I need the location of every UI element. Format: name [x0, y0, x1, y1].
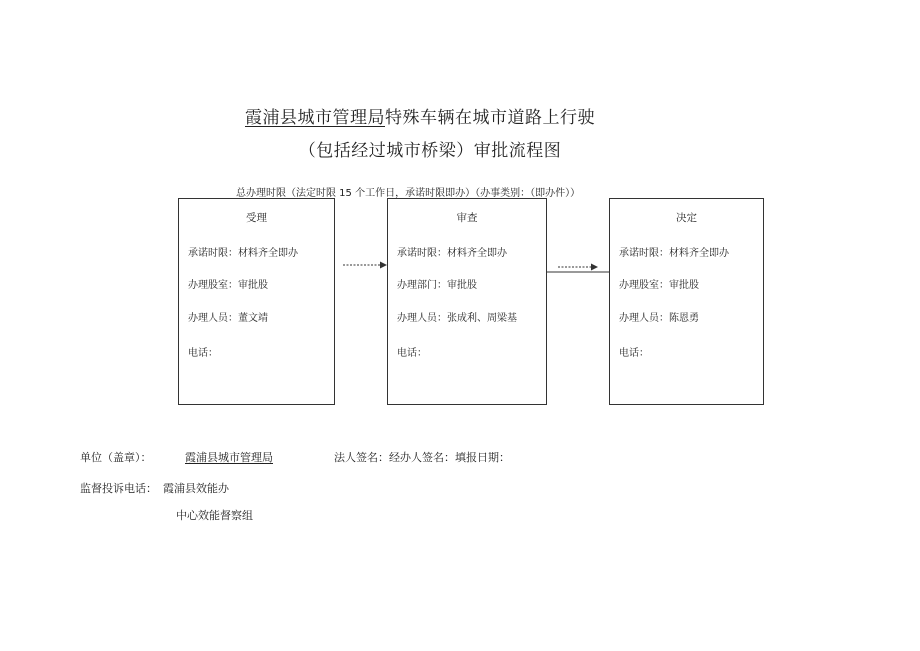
step-promise: 承诺时限：材料齐全即办: [397, 248, 507, 259]
unit-label: 单位（盖章）：: [80, 451, 152, 464]
supervision-value-2: 中心效能督察组: [176, 509, 253, 522]
supervision-label: 监督投诉电话：: [80, 482, 157, 495]
step-title: 决定: [676, 212, 697, 224]
step-dept: 办理股室：审批股: [619, 280, 699, 291]
unit-value: 霞浦县城市管理局: [185, 451, 273, 464]
diagram-title-line2: （包括经过城市桥梁）审批流程图: [298, 141, 562, 161]
diagram-title-line1: [0, 103, 840, 128]
signature-fields: 法人签名：经办人签名：填报日期：: [334, 451, 510, 464]
title-rest: 特殊车辆在城市道路上行驶: [385, 108, 595, 128]
flow-arrow-1: [343, 260, 387, 270]
step-box-accept: [178, 198, 335, 405]
step-promise: 承诺时限：材料齐全即办: [188, 248, 298, 259]
step-box-review: [387, 198, 547, 405]
time-limit-summary: 总办理时限（法定时限 15 个工作日，承诺时限即办）（办事类别：（即办件））: [236, 188, 581, 199]
step-box-decide: [609, 198, 764, 405]
step-phone: 电话：: [397, 348, 427, 359]
flow-arrow-2: [546, 262, 610, 274]
title-org: 霞浦县城市管理局: [245, 108, 385, 128]
step-staff: 办理人员：董文靖: [188, 313, 268, 324]
step-phone: 电话：: [188, 348, 218, 359]
step-dept: 办理股室：审批股: [188, 280, 268, 291]
supervision-value-1: 霞浦县效能办: [163, 482, 229, 495]
step-title: 审查: [456, 212, 478, 224]
step-dept: 办理部门：审批股: [397, 280, 477, 291]
step-promise: 承诺时限：材料齐全即办: [619, 248, 729, 259]
step-staff: 办理人员：陈恩勇: [619, 313, 699, 324]
step-phone: 电话：: [619, 348, 649, 359]
step-title: 受理: [246, 212, 267, 224]
step-staff: 办理人员：张成利、周梁基: [397, 313, 517, 324]
